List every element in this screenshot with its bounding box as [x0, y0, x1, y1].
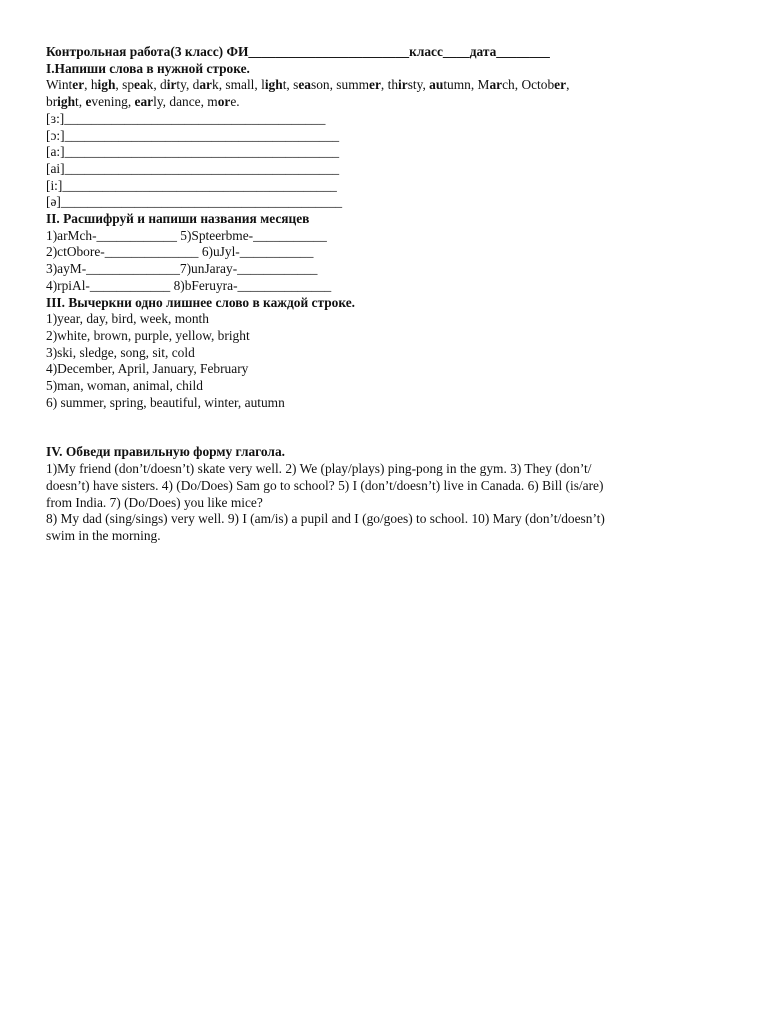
date-label: дата [469, 44, 497, 59]
verb-text-line: swim in the morning. [46, 527, 161, 543]
class-label: класс [409, 44, 443, 59]
word-fragment: igh [57, 94, 76, 110]
word-fragment: ea [134, 77, 147, 93]
sound-symbol: [ɜ:] [46, 110, 65, 126]
section-1-word-list [46, 77, 722, 110]
sound-symbol: [a:] [46, 144, 65, 160]
word-list-line [46, 77, 722, 94]
verb-text-line: 8) My dad (sing/sings) very well. 9) I (am/is) a pupil and I (go/goes) to school. 10) Mary (don’t/doesn’t) [46, 511, 605, 527]
word-fragment: er [554, 77, 567, 93]
word-fragment: igh [97, 77, 116, 93]
word-fragment: , h [84, 77, 98, 93]
word-fragment: , sp [115, 77, 135, 93]
verb-text-line: from India. 7) (Do/Does) you like mice? [46, 494, 263, 510]
section-spacer [46, 411, 722, 444]
word-fragment: son, summ [310, 77, 370, 93]
month-row: 1)arMch-____________ 5)Spteerbme-___________ [46, 227, 327, 243]
answer-blank[interactable]: _________________________________________ [62, 177, 337, 193]
sound-row[interactable] [46, 111, 722, 128]
word-fragment: ty, d [176, 77, 200, 93]
verb-text-line: doesn’t) have sisters. 4) (Do/Does) Sam go to school? 5) I (don’t/doesn’t) live in Canada. 6) Bill (is/are) [46, 477, 604, 493]
sound-symbol: [ɔ:] [46, 127, 65, 143]
word-fragment: t, [75, 94, 86, 110]
answer-blank[interactable]: _________________________________________ [64, 160, 340, 176]
name-blank[interactable]: ________________________ [248, 44, 410, 59]
sound-row[interactable] [46, 194, 722, 211]
word-fragment: ea [298, 77, 311, 93]
odd-word-row: 4)December, April, January, February [46, 361, 249, 377]
worksheet-header [46, 44, 722, 61]
verb-text-line: 1)My friend (don’t/doesn’t) skate very well. 2) We (play/plays) ping-pong in the gym. 3) They (don’t/ [46, 461, 592, 477]
word-fragment: e [85, 94, 92, 110]
odd-word-row: 2)white, brown, purple, yellow, bright [46, 327, 250, 343]
word-fragment: sty, [407, 77, 430, 93]
word-fragment: vening, [91, 94, 135, 110]
word-fragment: or [217, 94, 231, 110]
sound-row[interactable] [46, 178, 722, 195]
word-fragment: Wint [46, 77, 73, 93]
word-fragment: er [369, 77, 381, 93]
word-fragment: ch, Octob [502, 77, 555, 93]
section-1-sound-rows [46, 111, 722, 211]
word-list-line [46, 94, 722, 111]
answer-blank[interactable]: _________________________________________ [64, 127, 340, 143]
word-fragment: ear [134, 94, 154, 110]
odd-word-row: 5)man, woman, animal, child [46, 378, 203, 394]
word-fragment: ar [199, 77, 212, 93]
word-fragment: ly, dance, m [153, 94, 218, 110]
odd-word-row: 6) summer, spring, beautiful, winter, autumn [46, 394, 285, 410]
worksheet-title: Контрольная работа(3 класс) ФИ [46, 44, 249, 59]
word-fragment: , [566, 77, 570, 93]
word-fragment: ir [398, 77, 408, 93]
section-4-heading: IV. Обведи правильную форму глагола. [46, 444, 285, 460]
word-fragment: ar [489, 77, 503, 93]
sound-row[interactable] [46, 144, 722, 161]
sound-row[interactable] [46, 128, 722, 145]
odd-word-row: 1)year, day, bird, week, month [46, 311, 209, 327]
section-2-heading: II. Расшифруй и напиши названия месяцев [46, 211, 310, 227]
word-fragment: e. [230, 94, 240, 110]
word-fragment: igh [264, 77, 283, 93]
month-row: 2)ctObore-______________ 6)uJyl-___________ [46, 244, 314, 260]
month-row: 3)ayM-______________7)unJaray-____________ [46, 261, 318, 277]
worksheet-page [46, 44, 722, 545]
month-row: 4)rpiAl-____________ 8)bFeruyra-______________ [46, 277, 332, 293]
sound-row[interactable] [46, 161, 722, 178]
section-3-word-rows [46, 311, 722, 411]
answer-blank[interactable]: __________________________________________ [60, 194, 343, 210]
word-fragment: k, small, l [212, 77, 265, 93]
sound-symbol: [ai] [46, 160, 65, 176]
word-fragment: k, d [146, 77, 167, 93]
word-fragment: t, s [282, 77, 299, 93]
answer-blank[interactable]: _______________________________________ [64, 110, 326, 126]
section-3-heading: III. Вычеркни одно лишнее слово в каждой строке. [46, 294, 356, 310]
class-blank[interactable]: ____ [442, 44, 470, 59]
word-fragment: br [46, 94, 58, 110]
word-fragment: er [72, 77, 85, 93]
sound-symbol: [ə] [46, 194, 61, 210]
word-fragment: ir [166, 77, 177, 93]
section-4-verb-text [46, 461, 722, 545]
section-1-heading: I.Напиши слова в нужной строке. [46, 60, 250, 76]
sound-symbol: [i:] [46, 177, 63, 193]
section-2-month-rows [46, 228, 722, 295]
date-blank[interactable]: ________ [496, 44, 550, 59]
word-fragment: au [429, 77, 444, 93]
answer-blank[interactable]: _________________________________________ [64, 144, 340, 160]
word-fragment: , th [380, 77, 399, 93]
odd-word-row: 3)ski, sledge, song, sit, cold [46, 344, 195, 360]
word-fragment: tumn, M [443, 77, 490, 93]
